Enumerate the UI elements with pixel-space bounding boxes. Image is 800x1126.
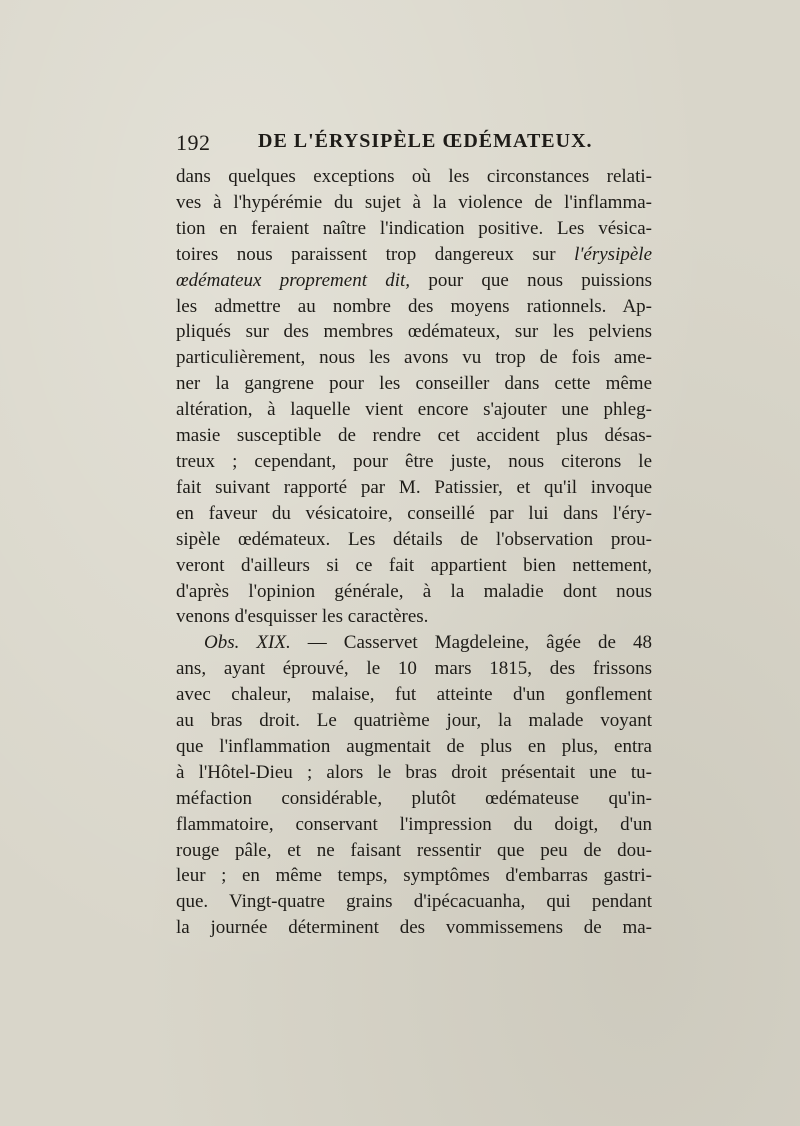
text-line — [176, 630, 652, 656]
text-line: ner la gangrene pour les conseiller dans cette même — [176, 373, 652, 395]
text-line: flammatoire, conservant l'impression du doigt, d'un — [176, 813, 652, 835]
body-text — [176, 164, 652, 941]
text-line: masie susceptible de rendre cet accident plus désas- — [176, 425, 652, 447]
page-header — [176, 130, 652, 158]
text-line: leur ; en même temps, symptômes d'embarras gastri- — [176, 865, 652, 887]
page-number: 192 — [176, 130, 211, 155]
text-line: à l'Hôtel-Dieu ; alors le bras droit présentait une tu- — [176, 761, 652, 783]
text-line: fait suivant rapporté par M. Patissier, et qu'il invoque — [176, 476, 652, 498]
text-line: au bras droit. Le quatrième jour, la malade voyant — [176, 710, 652, 732]
text-line: avec chaleur, malaise, fut atteinte d'un gonflement — [176, 684, 652, 706]
text-line: d'après l'opinion générale, à la maladie dont nous — [176, 580, 652, 602]
text-line: ves à l'hypérémie du sujet à la violence de l'inflamma- — [176, 191, 652, 213]
text-segment: toires nous paraissent trop dangereux sur — [176, 243, 556, 265]
text-line: treux ; cependant, pour être juste, nous citerons le — [176, 450, 652, 472]
text-segment: — Casservet Magdeleine, âgée de 48 — [307, 632, 652, 654]
text-line: ans, ayant éprouvé, le 10 mars 1815, des frissons — [176, 658, 652, 680]
text-line: venons d'esquisser les caractères. — [176, 606, 429, 628]
text-line: la journée déterminent des vommissemens de ma- — [176, 917, 652, 939]
text-line: veront d'ailleurs si ce fait appartient bien nettement, — [176, 554, 652, 576]
text-line: altération, à laquelle vient encore s'ajouter une phleg- — [176, 399, 652, 421]
text-line: rouge pâle, et ne faisant ressentir que peu de dou- — [176, 839, 652, 861]
observation-label: Obs. XIX. — [204, 632, 291, 654]
text-line: pliqués sur des membres œdémateux, sur les pelviens — [176, 321, 652, 343]
text-line: méfaction considérable, plutôt œdémateuse qu'in- — [176, 787, 652, 809]
italic-term: l'érysipèle — [574, 243, 652, 265]
text-line — [176, 268, 652, 294]
text-line: que. Vingt-quatre grains d'ipécacuanha, qui pendant — [176, 891, 652, 913]
text-line: particulièrement, nous les avons vu trop de fois ame- — [176, 347, 652, 369]
text-line: tion en feraient naître l'indication positive. Les vésica- — [176, 217, 652, 239]
text-line: dans quelques exceptions où les circonstances relati- — [176, 166, 652, 187]
italic-term: œdémateux proprement dit, — [176, 269, 411, 291]
text-line: les admettre au nombre des moyens rationnels. Ap- — [176, 295, 652, 317]
text-line: en faveur du vésicatoire, conseillé par lui dans l'éry- — [176, 502, 652, 524]
text-segment: pour que nous puissions — [428, 269, 652, 291]
text-line — [176, 242, 652, 268]
text-line: sipèle œdémateux. Les détails de l'observation prou- — [176, 528, 652, 550]
text-line: que l'inflammation augmentait de plus en plus, entra — [176, 735, 652, 757]
running-title: DE L'ÉRYSIPÈLE ŒDÉMATEUX. — [258, 130, 593, 152]
